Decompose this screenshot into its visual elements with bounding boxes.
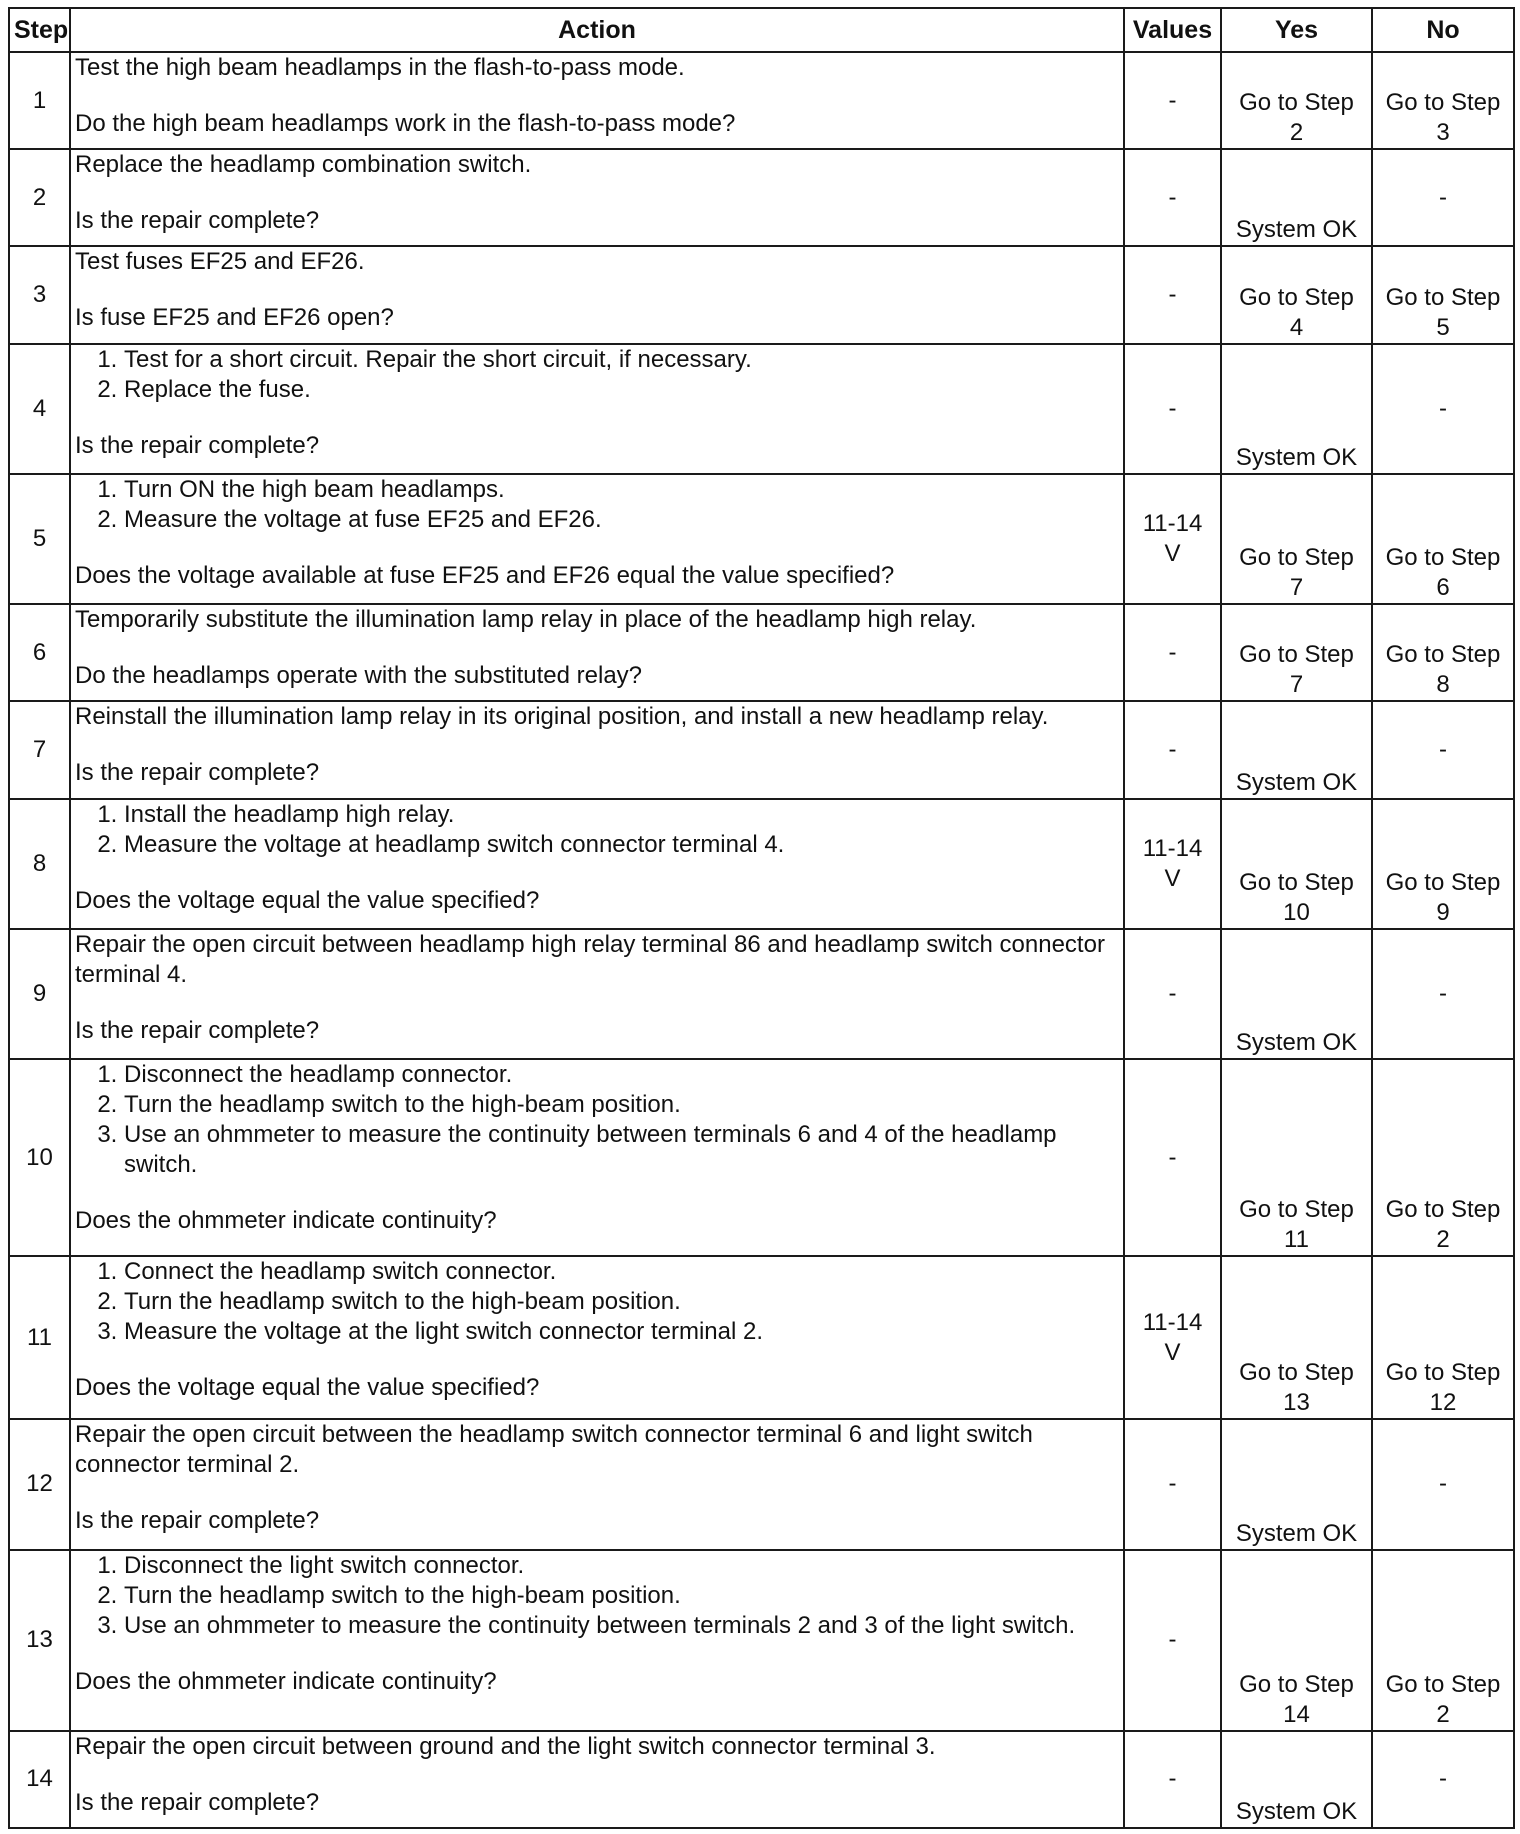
action-steps-list — [75, 1060, 1119, 1180]
table-row — [9, 474, 1514, 604]
action-step-item: 3. Measure the voltage at the light switch connector terminal 2. — [124, 1317, 1119, 1347]
step-number: 6 — [9, 604, 70, 701]
yes-text: Go to Step — [1239, 641, 1354, 669]
value-text: - — [1168, 1765, 1177, 1793]
no-text: 2 — [1436, 1225, 1450, 1253]
action-step-item: 1. Connect the headlamp switch connector. — [124, 1257, 1119, 1287]
values-cell — [1124, 701, 1221, 798]
no-text: 9 — [1436, 898, 1450, 926]
yes-text: 4 — [1289, 313, 1304, 341]
action-question: Is the repair complete? — [75, 431, 320, 459]
action-step-item: 2. Turn the headlamp switch to the high-beam position. — [124, 1090, 1119, 1120]
yes-text: System OK — [1235, 1519, 1358, 1547]
action-step-item: 2. Turn the headlamp switch to the high-beam position. — [124, 1287, 1119, 1317]
step-number: 9 — [9, 929, 70, 1059]
yes-cell — [1221, 604, 1372, 701]
table-row — [9, 1731, 1514, 1828]
value-text: - — [1168, 736, 1177, 763]
table-row — [9, 246, 1514, 343]
yes-cell — [1221, 1550, 1372, 1731]
yes-text: System OK — [1235, 443, 1358, 471]
no-text: - — [1439, 1470, 1447, 1498]
no-cell — [1372, 1731, 1514, 1828]
action-question: Is the repair complete? — [75, 1788, 320, 1816]
value-text: - — [1168, 86, 1177, 114]
no-text: - — [1439, 183, 1447, 211]
yes-text: Go to Step — [1239, 283, 1354, 311]
header-action: Action — [70, 8, 1124, 52]
step-number: 14 — [9, 1731, 70, 1828]
values-cell — [1124, 474, 1221, 604]
no-cell — [1372, 604, 1514, 701]
values-cell — [1124, 799, 1221, 929]
action-steps-list — [75, 800, 1119, 860]
action-question: Is the repair complete? — [75, 1016, 320, 1044]
no-text: Go to Step — [1385, 283, 1501, 311]
no-text: Go to Step — [1385, 544, 1501, 572]
values-cell — [1124, 52, 1221, 149]
yes-cell — [1221, 799, 1372, 929]
header-no: No — [1372, 8, 1514, 52]
action-cell — [70, 246, 1124, 343]
action-step-item: 1. Disconnect the headlamp connector. — [124, 1060, 1119, 1090]
action-question: Do the high beam headlamps work in the flash-to-pass mode? — [75, 110, 736, 137]
table-header — [9, 8, 1514, 52]
action-step-item: 2. Measure the voltage at headlamp switch connector terminal 4. — [124, 830, 1119, 860]
action-cell — [70, 344, 1124, 474]
no-cell — [1372, 52, 1514, 149]
values-cell — [1124, 246, 1221, 343]
action-step-item: 1. Disconnect the light switch connector. — [124, 1551, 1119, 1581]
header-yes: Yes — [1221, 8, 1372, 52]
step-number: 2 — [9, 149, 70, 246]
no-cell — [1372, 1550, 1514, 1731]
action-cell — [70, 474, 1124, 604]
value-text: - — [1168, 1470, 1177, 1498]
yes-cell — [1221, 1419, 1372, 1549]
action-text: Repair the open circuit between ground and the light switch connector terminal 3. — [75, 1732, 936, 1760]
action-cell — [70, 149, 1124, 246]
yes-cell — [1221, 1059, 1372, 1256]
no-text: - — [1439, 1765, 1447, 1793]
table-row — [9, 929, 1514, 1059]
value-text: 11-14 — [1142, 510, 1203, 538]
no-cell — [1372, 149, 1514, 246]
table-body — [9, 52, 1514, 1828]
values-cell — [1124, 1256, 1221, 1419]
action-cell — [70, 1256, 1124, 1419]
no-text: 3 — [1436, 119, 1450, 147]
table-row — [9, 1550, 1514, 1731]
step-number: 4 — [9, 344, 70, 474]
action-cell — [70, 604, 1124, 701]
value-text: 11-14 — [1142, 834, 1203, 862]
action-cell — [70, 929, 1124, 1059]
values-cell — [1124, 149, 1221, 246]
table-row — [9, 1256, 1514, 1419]
yes-text: Go to Step — [1239, 1195, 1354, 1223]
no-cell — [1372, 929, 1514, 1059]
yes-cell — [1221, 246, 1372, 343]
yes-cell — [1221, 52, 1372, 149]
value-text: - — [1168, 980, 1177, 1008]
step-number: 5 — [9, 474, 70, 604]
action-question: Does the voltage available at fuse EF25 and EF26 equal the value specified? — [75, 561, 895, 589]
table-row — [9, 701, 1514, 798]
action-step-item: 3. Use an ohmmeter to measure the continuity between terminals 2 and 3 of the light switch. — [124, 1611, 1119, 1641]
action-question: Is fuse EF25 and EF26 open? — [75, 304, 394, 332]
action-question: Is the repair complete? — [75, 207, 320, 235]
yes-cell — [1221, 701, 1372, 798]
action-text: Test the high beam headlamps in the flash-to-pass mode. — [75, 54, 685, 81]
yes-text: Go to Step — [1239, 1359, 1354, 1387]
values-cell — [1124, 344, 1221, 474]
action-cell — [70, 1059, 1124, 1256]
yes-cell — [1221, 929, 1372, 1059]
yes-cell — [1221, 149, 1372, 246]
no-text: 2 — [1436, 1700, 1450, 1728]
action-step-item: 2. Replace the fuse. — [124, 375, 1119, 405]
no-text: 5 — [1436, 313, 1450, 341]
no-text: - — [1439, 394, 1447, 422]
action-question: Does the voltage equal the value specified? — [75, 886, 540, 914]
step-number: 10 — [9, 1059, 70, 1256]
yes-text: Go to Step — [1239, 544, 1354, 572]
no-cell — [1372, 474, 1514, 604]
yes-text: 2 — [1289, 119, 1304, 147]
yes-cell — [1221, 344, 1372, 474]
action-question: Is the repair complete? — [75, 759, 320, 787]
yes-text: Go to Step — [1239, 89, 1354, 117]
action-text: Repair the open circuit between headlamp high relay terminal 86 and headlamp switch connector terminal 4. — [75, 930, 1105, 988]
action-step-item: 3. Use an ohmmeter to measure the continuity between terminals 6 and 4 of the headlamp switch. — [124, 1120, 1119, 1180]
action-text: Temporarily substitute the illumination lamp relay in place of the headlamp high relay. — [75, 606, 977, 634]
yes-text: System OK — [1235, 216, 1358, 244]
values-cell — [1124, 1731, 1221, 1828]
no-text: 8 — [1436, 671, 1450, 699]
action-question: Do the headlamps operate with the substituted relay? — [75, 662, 643, 690]
yes-text: 11 — [1284, 1225, 1309, 1253]
step-number: 11 — [9, 1256, 70, 1419]
yes-text: System OK — [1235, 1029, 1358, 1057]
action-question: Does the ohmmeter indicate continuity? — [75, 1207, 497, 1235]
value-text: 11-14 — [1142, 1308, 1203, 1336]
action-cell — [70, 799, 1124, 929]
step-number: 3 — [9, 246, 70, 343]
yes-text: 13 — [1283, 1389, 1310, 1417]
table-row — [9, 799, 1514, 929]
yes-text: Go to Step — [1239, 1670, 1354, 1698]
no-cell — [1372, 1059, 1514, 1256]
action-cell — [70, 52, 1124, 149]
value-text: - — [1168, 1626, 1177, 1654]
header-values: Values — [1124, 8, 1221, 52]
action-step-item: 2. Turn the headlamp switch to the high-beam position. — [124, 1581, 1119, 1611]
no-cell — [1372, 344, 1514, 474]
action-step-item: 1. Install the headlamp high relay. — [124, 800, 1119, 830]
step-number: 13 — [9, 1550, 70, 1731]
no-text: 6 — [1436, 574, 1450, 602]
action-text: Replace the headlamp combination switch. — [75, 151, 532, 179]
action-text: Repair the open circuit between the headlamp switch connector terminal 6 and light switch connector terminal 2. — [75, 1421, 1033, 1479]
yes-text: System OK — [1235, 1798, 1358, 1825]
action-cell — [70, 1731, 1124, 1828]
value-text: - — [1168, 1143, 1177, 1171]
values-cell — [1124, 604, 1221, 701]
action-text: Reinstall the illumination lamp relay in its original position, and install a new headlamp relay. — [75, 703, 1049, 731]
no-cell — [1372, 799, 1514, 929]
action-steps-list — [75, 1551, 1119, 1641]
yes-text: 10 — [1283, 898, 1310, 926]
action-step-item: 2. Measure the voltage at fuse EF25 and EF26. — [124, 505, 1119, 535]
value-text: V — [1164, 1338, 1181, 1366]
action-question: Is the repair complete? — [75, 1507, 320, 1535]
no-text: Go to Step — [1385, 868, 1501, 896]
step-number: 8 — [9, 799, 70, 929]
table-row — [9, 149, 1514, 246]
value-text: - — [1168, 394, 1177, 422]
header-step: Step — [9, 8, 70, 52]
yes-cell — [1221, 1256, 1372, 1419]
action-cell — [70, 1419, 1124, 1549]
step-number: 1 — [9, 52, 70, 149]
no-cell — [1372, 701, 1514, 798]
table-row — [9, 52, 1514, 149]
value-text: V — [1164, 540, 1181, 568]
action-steps-list — [75, 475, 1119, 535]
values-cell — [1124, 1550, 1221, 1731]
no-text: Go to Step — [1385, 641, 1501, 669]
no-text: Go to Step — [1385, 1359, 1501, 1387]
value-text: - — [1168, 638, 1177, 666]
yes-text: Go to Step — [1239, 868, 1354, 896]
no-cell — [1372, 246, 1514, 343]
value-text: - — [1168, 183, 1177, 211]
table-row — [9, 344, 1514, 474]
diagnostic-table — [8, 7, 1515, 1829]
yes-text: 7 — [1289, 671, 1304, 699]
value-text: - — [1168, 280, 1177, 308]
action-text: Test fuses EF25 and EF26. — [75, 248, 365, 276]
action-step-item: 1. Test for a short circuit. Repair the short circuit, if necessary. — [124, 345, 1119, 375]
no-text: - — [1439, 980, 1447, 1008]
no-text: Go to Step — [1385, 89, 1501, 117]
action-step-item: 1. Turn ON the high beam headlamps. — [124, 475, 1119, 505]
yes-cell — [1221, 1731, 1372, 1828]
yes-text: 7 — [1289, 574, 1304, 602]
no-cell — [1372, 1256, 1514, 1419]
action-question: Does the voltage equal the value specified? — [75, 1373, 540, 1401]
action-cell — [70, 1550, 1124, 1731]
yes-text: 14 — [1283, 1700, 1310, 1728]
no-text: 12 — [1429, 1389, 1457, 1417]
table-row — [9, 604, 1514, 701]
action-steps-list — [75, 345, 1119, 405]
no-cell — [1372, 1419, 1514, 1549]
step-number: 7 — [9, 701, 70, 798]
table-row — [9, 1419, 1514, 1549]
yes-cell — [1221, 474, 1372, 604]
values-cell — [1124, 1059, 1221, 1256]
action-cell — [70, 701, 1124, 798]
action-question: Does the ohmmeter indicate continuity? — [75, 1667, 497, 1695]
header-row — [9, 8, 1514, 52]
step-number: 12 — [9, 1419, 70, 1549]
yes-text: System OK — [1235, 768, 1358, 796]
action-steps-list — [75, 1257, 1119, 1347]
no-text: Go to Step — [1385, 1195, 1501, 1223]
no-text: - — [1439, 736, 1447, 763]
values-cell — [1124, 1419, 1221, 1549]
values-cell — [1124, 929, 1221, 1059]
value-text: V — [1164, 864, 1181, 892]
no-text: Go to Step — [1385, 1670, 1501, 1698]
table-row — [9, 1059, 1514, 1256]
